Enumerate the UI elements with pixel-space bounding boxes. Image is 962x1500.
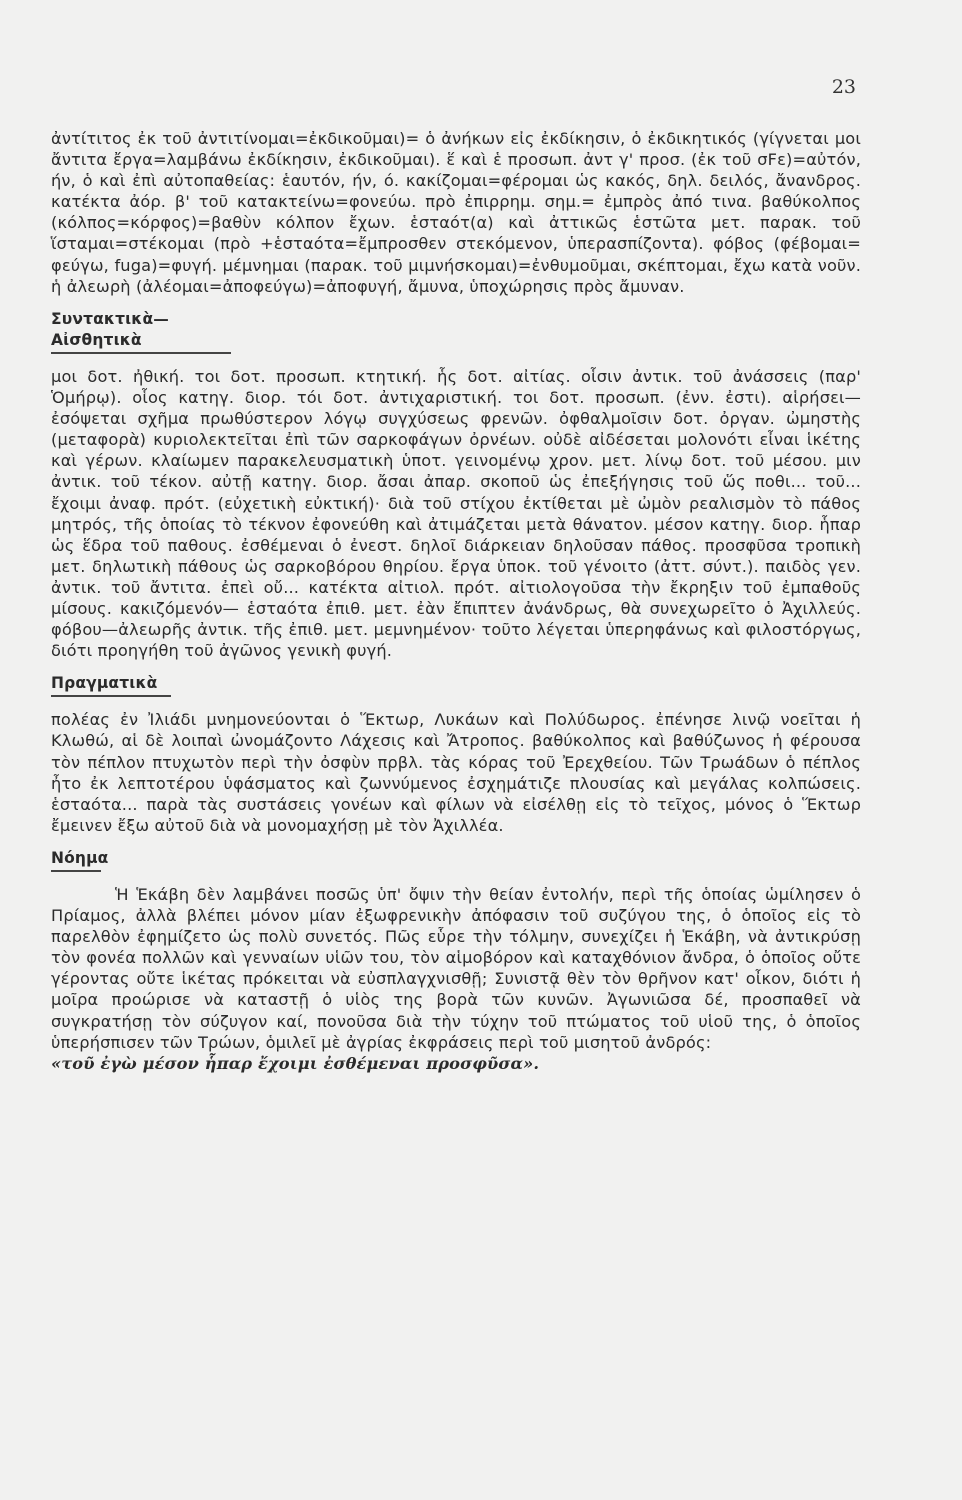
syntax-paragraph: μοι δοτ. ἠθική. τοι δοτ. προσωπ. κτητική. ἧς δοτ. αἰτίας. οἷσιν ἀντικ. τοῦ ἀνάσσεις (παρ' Ὁμήρῳ). οἷος κατηγ. διορ. τόι δοτ. ἀντιχαριστική. τοι δοτ. προσωπ. (ἐνν. ἐστι). αἱρήσει—ἐσόψεται σχῆμα πρωθύστερον λόγῳ συγχύσεως φρενῶν. ὀφθαλμοῖσιν δοτ. ὀργαν. ὠμηστὴς (μεταφορὰ) κυριολεκτεῖται ἐπὶ τῶν σαρκοφάγων ὀρνέων. οὐδὲ αἰδέσεται μολονότι εἶναι ἱκέτης καὶ γέρων. κλαίωμεν παρακελευσματικὴ ὑποτ. γεινομένῳ χρον. μετ. λίνῳ δοτ. τοῦ μέσου. μιν ἀντικ. τοῦ τέκον. αὐτῇ κατηγ. διορ. ἄσαι ἀπαρ. σκοποῦ ὡς ἐπεξήγησις τοῦ ὥς ποθι... τοῦ... ἔχοιμι ἀναφ. πρότ. (εὐχετικὴ εὐκτική)· διὰ τοῦ στίχου ἐκτίθεται μὲ ὠμὸν ρεαλισμὸν τὸ πάθος μητρός, τῆς ὁποίας τὸ τέκνον ἐφονεύθη καὶ ἀτιμάζεται μετὰ θάνατον. μέσον κατηγ. διορ. ἧπαρ ὡς ἕδρα τοῦ παθους. ἐσθέμεναι ὁ ἐνεστ. δηλοῖ διάρκειαν δηλοῦσαν πάθος. προσφῦσα τροπικὴ μετ. δηλωτικὴ πάθους ὡς σαρκοβόρου θηρίου. ἔργα ὑποκ. τοῦ γένοιτο (ἀττ. σύντ.). παιδὸς γεν. ἀντικ. τοῦ ἄντιτα. ἐπεὶ οὔ... κατέκτα αἰτιολ. πρότ. αἰτιολογοῦσα τὴν ἔκρηξιν τοῦ ἐμπαθοῦς μίσους. κακιζόμενόν— ἑσταότα ἐπιθ. μετ. ἐὰν ἔπιπτεν ἀνάνδρως, θὰ συνεχωρεῖτο ὁ Ἀχιλλεύς. φόβου—ἀλεωρῆς ἀντικ. τῆς ἐπιθ. μετ. μεμνημένον· τοῦτο λέγεται ὑπερηφάνως καὶ φιλοστόργως, διότι προηγήθη τοῦ ἀγῶνος γενικὴ φυγή. xyxy=(51,366,861,661)
meaning-paragraph: Ἡ Ἑκάβη δὲν λαμβάνει ποσῶς ὑπ' ὄψιν τὴν θείαν ἐντολήν, περὶ τῆς ὁποίας ὡμίλησεν ὁ Πρίαμος, ἀλλὰ βλέπει μόνον μίαν ἐξωφρενικὴν ἀπόφασιν τοῦ συζύγου της, ὁ ὁποῖος εἰς τὸ παρελθὸν ἐφημίζετο ὡς πολὺ συνετός. Πῶς εὗρε τὴν τόλμην, συνεχίζει ἡ Ἑκάβη, νὰ ἀντικρύσῃ τὸν φονέα πολλῶν καὶ γενναίων υἱῶν του, τὸν αἱμοβόρον καὶ καταχθόνιον ἄνδρα, ὁ ὁποῖος οὔτε γέροντας οὔτε ἱκέτας πρόκειται νὰ εὐσπλαγχνισθῇ; Συνιστᾷ θὲν τὸν θρῆνον κατ' οἶκον, διότι ἡ μοῖρα προώρισε νὰ καταστῇ ὁ υἱὸς της βορὰ τῶν κυνῶν. Ἀγωνιῶσα δέ, προσπαθεῖ νὰ συγκρατήσῃ τὸν σύζυγον καί, πονοῦσα διὰ τὴν τύχην τοῦ πτώματος τοῦ υἱοῦ της, ὁ ὁποῖος ὑπερήσπισεν τῶν Τρώων, ὁμιλεῖ μὲ ἀγρίας ἐκφράσεις περὶ τοῦ μισητοῦ ἀνδρός: xyxy=(51,885,861,1052)
realia-paragraph: πολέας ἐν Ἰλιάδι μνημονεύονται ὁ Ἕκτωρ, Λυκάων καὶ Πολύδωρος. ἐπένησε λινῷ νοεῖται ἡ Κλωθώ, αἱ δὲ λοιπαὶ ὠνομάζοντο Λάχεσις καὶ Ἄτροπος. βαθύκολπος καὶ βαθύζωνος ἡ φέρουσα τὸν πέπλον πτυχωτὸν περὶ τὴν ὀσφὺν πρβλ. τὰς κόρας τοῦ Ἐρεχθείου. Τῶν Τρωάδων ὁ πέπλος ἦτο ἐκ λεπτοτέρου ὑφάσματος καὶ ζωννύμενος ἐσχημάτιζε πλουσίας καὶ μεγάλας κολπώσεις. ἑσταότα... παρὰ τὰς συστάσεις γονέων καὶ φίλων νὰ εἰσέλθῃ εἰς τὸ τεῖχος, μόνος ὁ Ἕκτωρ ἔμεινεν ἔξω αὐτοῦ διὰ νὰ μονομαχήσῃ μὲ τὸν Ἀχιλλέα. xyxy=(51,710,861,835)
section-heading-meaning: Νόημα xyxy=(51,848,101,872)
glossary-paragraph: ἀντίτιτος ἐκ τοῦ ἀντιτίνομαι=ἐκδικοῦμαι)= ὁ ἀνήκων εἰς ἐκδίκησιν, ὁ ἐκδικητικός (γίγνεται μοι ἄντιτα ἔργα=λαμβάνω ἐκδίκησιν, ἐκδικοῦμαι). ἕ καὶ ἑ προσωπ. ἀντ γ' προσ. (ἐκ τοῦ σFε)=αὐτόν, ήν, ὁ καὶ ἐπὶ αὐτοπαθείας: ἑαυτόν, ήν, ό. κακίζομαι=φέρομαι ὡς κακός, δηλ. δειλός, ἄνανδρος. κατέκτα ἀόρ. β' τοῦ κατακτείνω=φονεύω. πρὸ ἐπιρρημ. σημ.= ἐμπρὸς ἀπό τινα. βαθύκολπος (κόλπος=κόρφος)=βαθὺν κόλπον ἔχων. ἑσταότ(α) καὶ ἀττικῶς ἑστῶτα μετ. παρακ. τοῦ ἵσταμαι=στέκομαι (πρὸ +ἑσταότα=ἔμπροσθεν στεκόμενον, ὑπερασπίζοντα). φόβος (φέβομαι= φεύγω, fuga)=φυγή. μέμνημαι (παρακ. τοῦ μιμνήσκομαι)=ἐνθυμοῦμαι, σκέπτομαι, ἔχω κατὰ νοῦν. ἡ ἀλεωρὴ (ἀλέομαι=ἀποφεύγω)=ἀποφυγή, ἄμυνα, ὑποχώρησις πρὸς ἄμυναν. xyxy=(51,129,861,296)
meaning-quote: «τοῦ ἐγὼ μέσον ἧπαρ ἔχοιμι ἐσθέμεναι προσφῦσα». xyxy=(51,1053,540,1073)
section-heading-realia: Πραγματικὰ xyxy=(51,673,171,697)
section-heading-syntax: Συντακτικὰ—Αἰσθητικὰ xyxy=(51,309,231,354)
page-number: 23 xyxy=(831,76,856,98)
page-content xyxy=(51,128,861,1074)
